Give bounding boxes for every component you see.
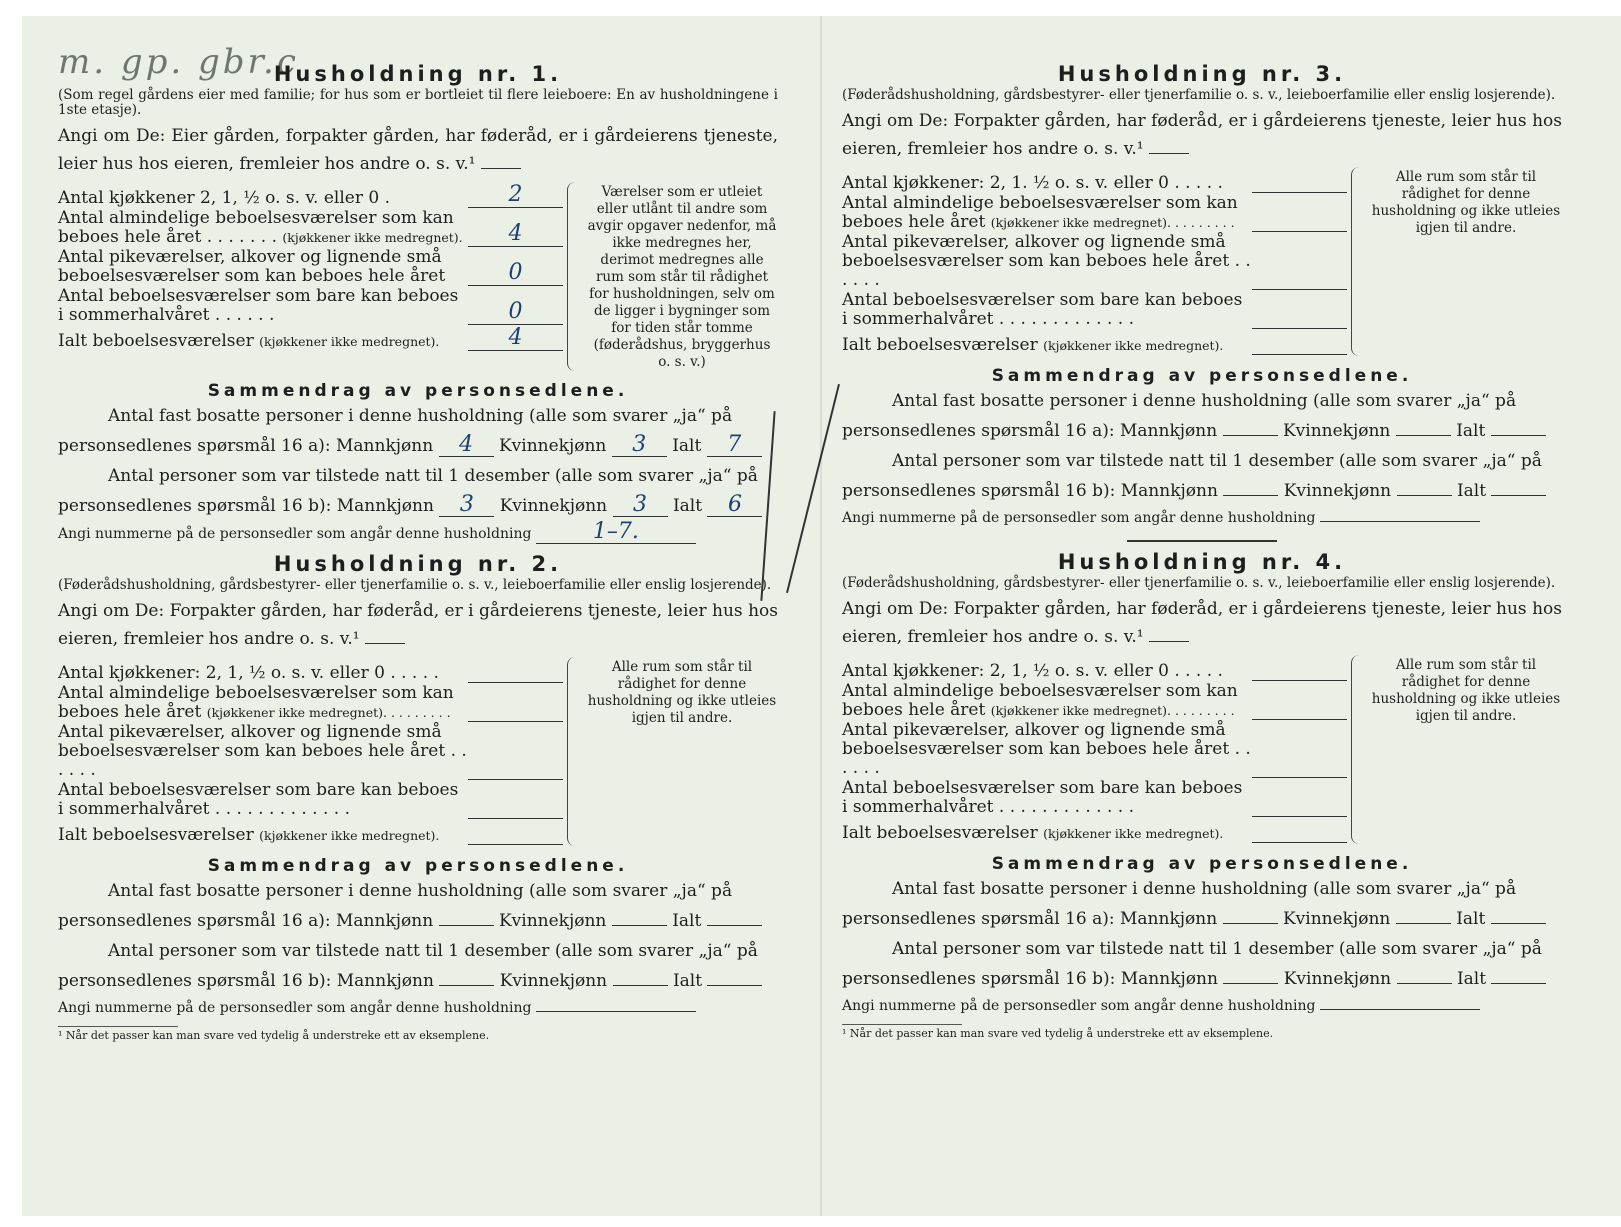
rooms-note: Alle rum som står til rådighet for denne husholdning og ikke utleies igjen til andre. — [587, 659, 777, 726]
fast-intro: Antal fast bosatte personer i denne husholdning (alle som svarer „ja“ på — [892, 879, 1517, 899]
fast-male-field[interactable] — [1223, 923, 1278, 924]
household-title: Husholdning nr. 1. — [273, 62, 563, 86]
room-label: Antal kjøkkener 2, 1, ½ o. s. v. eller 0 . — [58, 188, 390, 208]
fast-total-field[interactable] — [707, 925, 762, 926]
room-value-field[interactable] — [468, 794, 563, 819]
rooms-list — [58, 657, 563, 846]
footnote: ¹ Når det passer kan man svare ved tydelig å understreke ett av eksemplene. — [842, 1024, 962, 1040]
summary-title: Sammendrag av personsedlene. — [207, 856, 629, 876]
room-row — [58, 183, 563, 208]
room-sublabel: (kjøkkener ikke medregnet). — [259, 828, 440, 843]
fast-male-field[interactable] — [1223, 435, 1278, 436]
room-value-field[interactable]: 2 — [468, 183, 563, 208]
room-row — [842, 779, 1347, 817]
room-value-field[interactable] — [1252, 753, 1347, 778]
room-value-field[interactable] — [1252, 265, 1347, 290]
household-section — [842, 62, 1562, 530]
household-intro: (Føderådshusholdning, gårdsbestyrer- eller tjenerfamilie o. s. v., leieboerfamilie eller enslig losjerende). — [842, 87, 1556, 103]
room-value-field[interactable]: 4 — [468, 222, 563, 247]
fast-intro: Antal fast bosatte personer i denne husholdning (alle som svarer „ja“ på — [892, 391, 1517, 411]
numbers-line: Angi nummerne på de personsedler som angår denne husholdning — [58, 996, 778, 1020]
tilst-female-field[interactable] — [1397, 983, 1452, 984]
angi-answer-line[interactable] — [365, 643, 405, 644]
room-label: Antal beboelsesværelser som bare kan beboes i sommerhalvåret . . . . . . . . . . . . . — [58, 780, 459, 819]
rooms-block — [58, 657, 778, 846]
tilst-line: personsedlenes spørsmål 16 b): Mannkjønn Kvinnekjønn Ialt — [58, 966, 778, 996]
room-row — [58, 326, 563, 351]
summary-title: Sammendrag av personsedlene. — [207, 381, 629, 401]
room-row — [58, 684, 563, 722]
household-title: Husholdning nr. 4. — [1057, 550, 1347, 574]
room-value-field[interactable]: 0 — [468, 261, 563, 286]
tilst-intro: Antal personer som var tilstede natt til 1 desember (alle som svarer „ja“ på — [892, 451, 1542, 471]
fast-male-field[interactable] — [439, 925, 494, 926]
tilst-total-field[interactable] — [1491, 983, 1546, 984]
room-value-field[interactable] — [1252, 695, 1347, 720]
room-label: Antal beboelsesværelser som bare kan beboes i sommerhalvåret . . . . . . . . . . . . . — [842, 290, 1243, 329]
room-value-field[interactable] — [468, 658, 563, 683]
brace — [1351, 167, 1366, 356]
room-row — [842, 168, 1347, 193]
fast-line: personsedlenes spørsmål 16 a): Mannkjønn Kvinnekjønn Ialt — [842, 416, 1562, 446]
fast-female-field[interactable] — [1396, 435, 1451, 436]
room-label: Antal pikeværelser, alkover og lignende små beboelsesværelser som kan beboes hele året . . . . . . — [58, 722, 467, 780]
tilst-total-field[interactable] — [1491, 495, 1546, 496]
room-row — [842, 682, 1347, 720]
tilst-line: personsedlenes spørsmål 16 b): Mannkjønn 3 Kvinnekjønn 3 Ialt 6 — [58, 491, 778, 521]
room-row — [58, 209, 563, 247]
household-section — [842, 550, 1562, 1040]
room-row — [842, 330, 1347, 355]
page-fold — [820, 16, 822, 1216]
household-title: Husholdning nr. 2. — [273, 552, 563, 576]
fast-female-field[interactable] — [1396, 923, 1451, 924]
room-value-field[interactable]: 4 — [468, 326, 563, 351]
room-row — [842, 656, 1347, 681]
angi-answer-line[interactable] — [1149, 641, 1189, 642]
tilst-male-field[interactable] — [439, 985, 494, 986]
handwritten-note: m. gp. gbr.c — [58, 42, 299, 82]
tilst-female-field[interactable] — [1397, 495, 1452, 496]
room-row — [842, 194, 1347, 232]
tilst-intro: Antal personer som var tilstede natt til 1 desember (alle som svarer „ja“ på — [108, 466, 758, 486]
room-row — [842, 818, 1347, 843]
room-label: Antal almindelige beboelsesværelser som kan beboes hele året . . . . . . . (kjøkkener ikke medregnet). — [58, 208, 463, 247]
angi-text: Angi om De: Forpakter gården, har føderåd, er i gårdeierens tjeneste, leier hus hos eieren, fremleier hos andre o. s. v.¹ — [842, 111, 1562, 159]
household-intro: (Som regel gårdens eier med familie; for hus som er bortleiet til flere leieboere: En av husholdningene i 1ste etasje). — [58, 87, 778, 118]
rooms-block — [58, 182, 778, 371]
room-sublabel: (kjøkkener ikke medregnet). — [282, 230, 463, 245]
census-sheet — [22, 16, 1621, 1216]
rooms-note: Alle rum som står til rådighet for denne husholdning og ikke utleies igjen til andre. — [1371, 169, 1561, 236]
room-sublabel: (kjøkkener ikke medregnet). . . . . . . . . — [990, 703, 1235, 718]
brace — [567, 657, 582, 846]
room-sublabel: (kjøkkener ikke medregnet). — [1043, 826, 1224, 841]
tilst-female-field[interactable]: 3 — [613, 494, 668, 517]
household-intro: (Føderådshusholdning, gårdsbestyrer- eller tjenerfamilie o. s. v., leieboerfamilie eller enslig losjerende). — [842, 575, 1556, 591]
room-sublabel: (kjøkkener ikke medregnet). . . . . . . . . — [206, 705, 451, 720]
room-value-field[interactable] — [1252, 168, 1347, 193]
room-value-field[interactable] — [468, 820, 563, 845]
tilst-intro: Antal personer som var tilstede natt til 1 desember (alle som svarer „ja“ på — [892, 939, 1542, 959]
room-row — [58, 723, 563, 780]
fast-female-field[interactable] — [612, 925, 667, 926]
fast-total-field[interactable] — [1491, 923, 1546, 924]
room-row — [58, 287, 563, 325]
rooms-note: Værelser som er utleiet eller utlånt til andre som avgir opgaver nedenfor, må ikke medregnes her, derimot medregnes alle rum som står til rådighet for husholdningen, selv om de ligger i bygninger som for tiden står tomme (føderådshus, bryggerhus o. s. v.) — [587, 184, 777, 370]
room-row — [842, 721, 1347, 778]
rooms-block — [842, 167, 1562, 356]
room-row — [58, 248, 563, 286]
room-label: Ialt beboelsesværelser (kjøkkener ikke medregnet). — [58, 331, 440, 351]
numbers-field[interactable] — [1320, 521, 1480, 522]
fast-intro: Antal fast bosatte personer i denne husholdning (alle som svarer „ja“ på — [108, 406, 733, 426]
footnote: ¹ Når det passer kan man svare ved tydelig å understreke ett av eksemplene. — [58, 1026, 178, 1042]
room-row — [842, 291, 1347, 329]
room-label: Antal kjøkkener: 2, 1, ½ o. s. v. eller 0 . . . . . — [58, 663, 439, 683]
household-section — [58, 62, 778, 546]
household-intro: (Føderådshusholdning, gårdsbestyrer- eller tjenerfamilie o. s. v., leieboerfamilie eller enslig losjerende). — [58, 577, 772, 593]
room-row — [58, 820, 563, 845]
numbers-field[interactable]: 1–7. — [536, 521, 696, 544]
summary-title: Sammendrag av personsedlene. — [991, 366, 1413, 386]
brace — [1351, 655, 1366, 844]
household-section — [58, 552, 778, 1042]
section-divider — [1127, 540, 1277, 542]
tilst-male-field[interactable]: 3 — [439, 494, 494, 517]
tilst-total-field[interactable] — [707, 985, 762, 986]
rooms-note: Alle rum som står til rådighet for denne husholdning og ikke utleies igjen til andre. — [1371, 657, 1561, 724]
left-column — [58, 56, 778, 1046]
fast-total-field[interactable] — [1491, 435, 1546, 436]
room-label: Antal beboelsesværelser som bare kan beboes i sommerhalvåret . . . . . . . . . . . . . — [842, 778, 1243, 817]
room-value-field[interactable] — [1252, 207, 1347, 232]
rooms-block — [842, 655, 1562, 844]
room-row — [58, 658, 563, 683]
room-value-field[interactable] — [1252, 818, 1347, 843]
room-label: Antal almindelige beboelsesværelser som kan beboes hele året (kjøkkener ikke medregnet). . . . . . . . . — [842, 193, 1238, 232]
room-label: Antal almindelige beboelsesværelser som kan beboes hele året (kjøkkener ikke medregnet). . . . . . . . . — [842, 681, 1238, 720]
angi-answer-line[interactable] — [1149, 153, 1189, 154]
room-label: Antal almindelige beboelsesværelser som kan beboes hele året (kjøkkener ikke medregnet). . . . . . . . . — [58, 683, 454, 722]
pen-stroke — [786, 384, 840, 593]
angi-answer-line[interactable] — [481, 168, 521, 169]
room-value-field[interactable]: 0 — [468, 300, 563, 325]
room-value-field[interactable] — [1252, 792, 1347, 817]
numbers-field[interactable] — [536, 1011, 696, 1012]
summary-title: Sammendrag av personsedlene. — [991, 854, 1413, 874]
tilst-male-field[interactable] — [1223, 495, 1278, 496]
room-label: Antal beboelsesværelser som bare kan beboes i sommerhalvåret . . . . . . — [58, 286, 459, 325]
room-value-field[interactable] — [1252, 656, 1347, 681]
angi-text: Angi om De: Eier gården, forpakter gården, har føderåd, er i gårdeierens tjeneste, leier hus hos eieren, fremleier hos andre o. s. v.¹ — [58, 126, 778, 174]
tilst-female-field[interactable] — [613, 985, 668, 986]
room-sublabel: (kjøkkener ikke medregnet). — [259, 334, 440, 349]
fast-male-field[interactable]: 4 — [439, 434, 494, 457]
fast-total-field[interactable]: 7 — [707, 434, 762, 457]
tilst-male-field[interactable] — [1223, 983, 1278, 984]
tilst-total-field[interactable]: 6 — [707, 494, 762, 517]
room-row — [58, 781, 563, 819]
room-value-field[interactable] — [1252, 304, 1347, 329]
rooms-list — [842, 167, 1347, 356]
numbers-line: Angi nummerne på de personsedler som angår denne husholdning — [842, 506, 1562, 530]
fast-line: personsedlenes spørsmål 16 a): Mannkjønn Kvinnekjønn Ialt — [58, 906, 778, 936]
room-sublabel: (kjøkkener ikke medregnet). — [1043, 338, 1224, 353]
angi-text: Angi om De: Forpakter gården, har føderåd, er i gårdeierens tjeneste, leier hus hos eieren, fremleier hos andre o. s. v.¹ — [842, 599, 1562, 647]
rooms-list — [58, 182, 563, 371]
household-title: Husholdning nr. 3. — [1057, 62, 1347, 86]
room-label: Antal pikeværelser, alkover og lignende små beboelsesværelser som kan beboes hele året — [58, 247, 446, 286]
brace — [567, 182, 582, 371]
tilst-line: personsedlenes spørsmål 16 b): Mannkjønn Kvinnekjønn Ialt — [842, 476, 1562, 506]
fast-intro: Antal fast bosatte personer i denne husholdning (alle som svarer „ja“ på — [108, 881, 733, 901]
fast-line: personsedlenes spørsmål 16 a): Mannkjønn Kvinnekjønn Ialt — [842, 904, 1562, 934]
fast-line: personsedlenes spørsmål 16 a): Mannkjønn 4 Kvinnekjønn 3 Ialt 7 — [58, 431, 778, 461]
room-label: Antal kjøkkener: 2, 1, ½ o. s. v. eller 0 . . . . . — [842, 661, 1223, 681]
room-label: Ialt beboelsesværelser (kjøkkener ikke medregnet). — [842, 335, 1224, 355]
room-label: Ialt beboelsesværelser (kjøkkener ikke medregnet). — [58, 825, 440, 845]
right-column — [842, 56, 1562, 1044]
room-label: Antal pikeværelser, alkover og lignende små beboelsesværelser som kan beboes hele året . . . . . . — [842, 232, 1251, 290]
room-value-field[interactable] — [468, 755, 563, 780]
tilst-line: personsedlenes spørsmål 16 b): Mannkjønn Kvinnekjønn Ialt — [842, 964, 1562, 994]
room-value-field[interactable] — [1252, 330, 1347, 355]
room-label: Ialt beboelsesværelser (kjøkkener ikke medregnet). — [842, 823, 1224, 843]
numbers-line: Angi nummerne på de personsedler som angår denne husholdning 1–7. — [58, 521, 778, 546]
room-label: Antal pikeværelser, alkover og lignende små beboelsesværelser som kan beboes hele året . . . . . . — [842, 720, 1251, 778]
tilst-intro: Antal personer som var tilstede natt til 1 desember (alle som svarer „ja“ på — [108, 941, 758, 961]
room-label: Antal kjøkkener: 2, 1. ½ o. s. v. eller 0 . . . . . — [842, 173, 1223, 193]
room-row — [842, 233, 1347, 290]
room-value-field[interactable] — [468, 697, 563, 722]
rooms-list — [842, 655, 1347, 844]
numbers-line: Angi nummerne på de personsedler som angår denne husholdning — [842, 994, 1562, 1018]
fast-female-field[interactable]: 3 — [612, 434, 667, 457]
room-sublabel: (kjøkkener ikke medregnet). . . . . . . . . — [990, 215, 1235, 230]
angi-text: Angi om De: Forpakter gården, har føderåd, er i gårdeierens tjeneste, leier hus hos eieren, fremleier hos andre o. s. v.¹ — [58, 601, 778, 649]
numbers-field[interactable] — [1320, 1009, 1480, 1010]
